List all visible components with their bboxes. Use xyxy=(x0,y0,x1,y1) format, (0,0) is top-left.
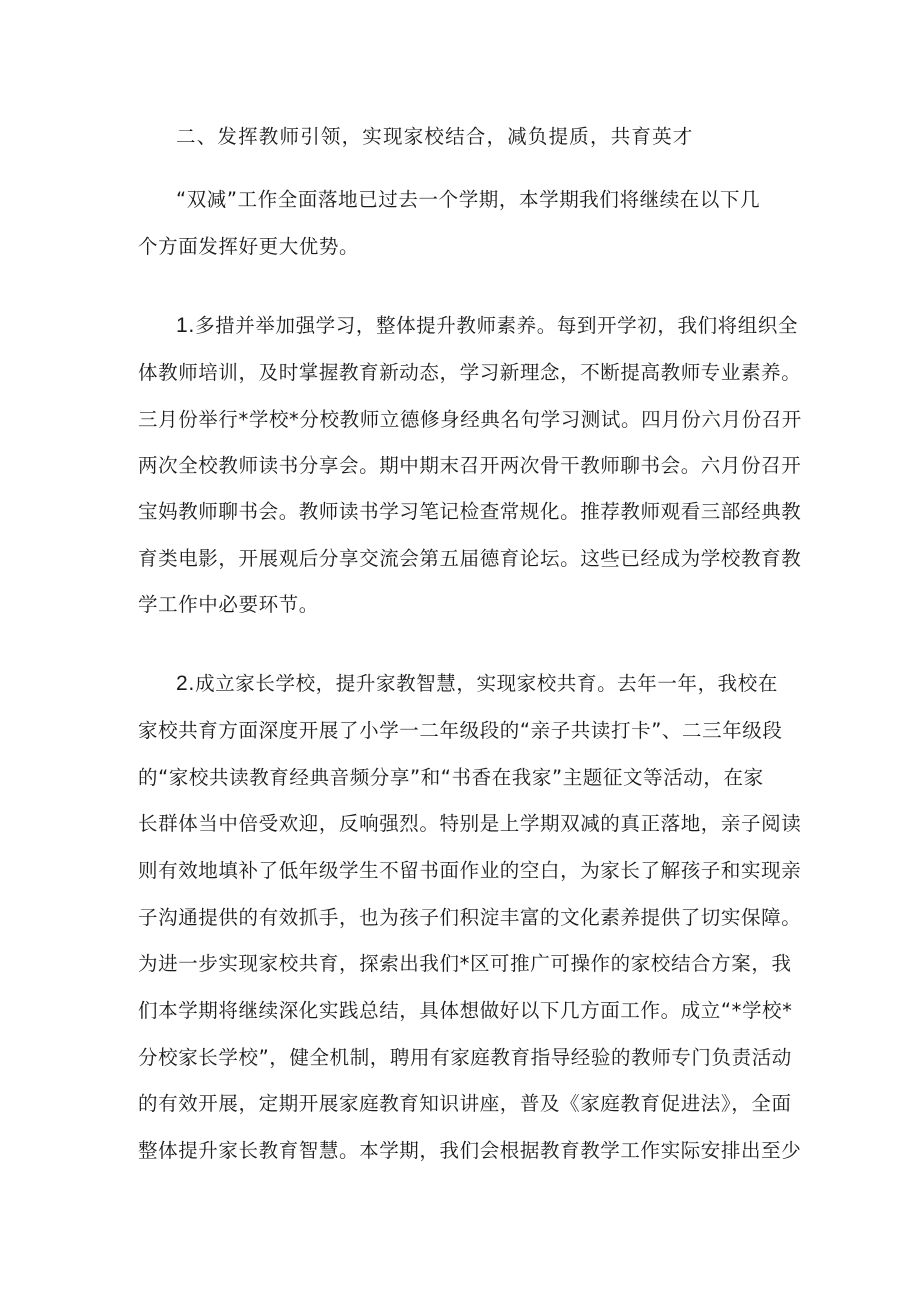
paragraph-line: 长群体当中倍受欢迎，反响强烈。特别是上学期双减的真正落地，亲子阅读 xyxy=(138,812,802,835)
section-heading: 二、发挥教师引领，实现家校结合，减负提质，共育英才 xyxy=(176,125,694,148)
paragraph-line: 体教师培训，及时掌握教育新动态，学习新理念，不断提高教师专业素养。 xyxy=(138,361,802,384)
intro-line: “双减”工作全面落地已过去一个学期，本学期我们将继续在以下几 xyxy=(176,188,761,211)
paragraph-line: 整体提升家长教育智慧。本学期，我们会根据教育教学工作实际安排出至少 xyxy=(138,1139,802,1162)
paragraph-line xyxy=(176,312,798,340)
paragraph-line: 宝妈教师聊书会。教师读书学习笔记检查常规化。推荐教师观看三部经典教 xyxy=(138,500,802,523)
paragraph-line: 家校共育方面深度开展了小学一二年级段的“亲子共读打卡”、二三年级段 xyxy=(138,719,783,742)
paragraph-line: 为进一步实现家校共育，探索出我们*区可推广可操作的家校结合方案，我 xyxy=(138,952,792,975)
paragraph-line: 的“家校共读教育经典音频分享”和“书香在我家”主题征文等活动，在家 xyxy=(138,766,764,789)
intro-line: 个方面发挥好更大优势。 xyxy=(138,235,360,258)
paragraph-line: 的有效开展，定期开展家庭教育知识讲座，普及《家庭教育促进法》，全面 xyxy=(138,1092,792,1115)
paragraph-line: 们本学期将继续深化实践总结，具体想做好以下几方面工作。成立“*学校* xyxy=(138,999,793,1022)
paragraph-line: 两次全校教师读书分享会。期中期末召开两次骨干教师聊书会。六月份召开 xyxy=(138,454,802,477)
paragraph-line xyxy=(176,670,778,698)
item-number: 2 xyxy=(176,672,189,695)
paragraph-text: .成立家长学校，提升家教智慧，实现家校共育。去年一年，我校在 xyxy=(188,672,778,695)
item-number: 1 xyxy=(176,314,189,337)
paragraph-line: 子沟通提供的有效抓手，也为孩子们积淀丰富的文化素养提供了切实保障。 xyxy=(138,906,802,929)
paragraph-line: 分校家长学校”，健全机制，聘用有家庭教育指导经验的教师专门负责活动 xyxy=(138,1046,792,1069)
paragraph-line: 学工作中必要环节。 xyxy=(138,593,319,616)
paragraph-line: 育类电影，开展观后分享交流会第五届德育论坛。这些已经成为学校教育教 xyxy=(138,547,802,570)
paragraph-text: .多措并举加强学习，整体提升教师素养。每到开学初，我们将组织全 xyxy=(188,314,799,337)
paragraph-line: 三月份举行*学校*分校教师立德修身经典名句学习测试。四月份六月份召开 xyxy=(138,408,802,431)
paragraph-line: 则有效地填补了低年级学生不留书面作业的空白，为家长了解孩子和实现亲 xyxy=(138,859,802,882)
